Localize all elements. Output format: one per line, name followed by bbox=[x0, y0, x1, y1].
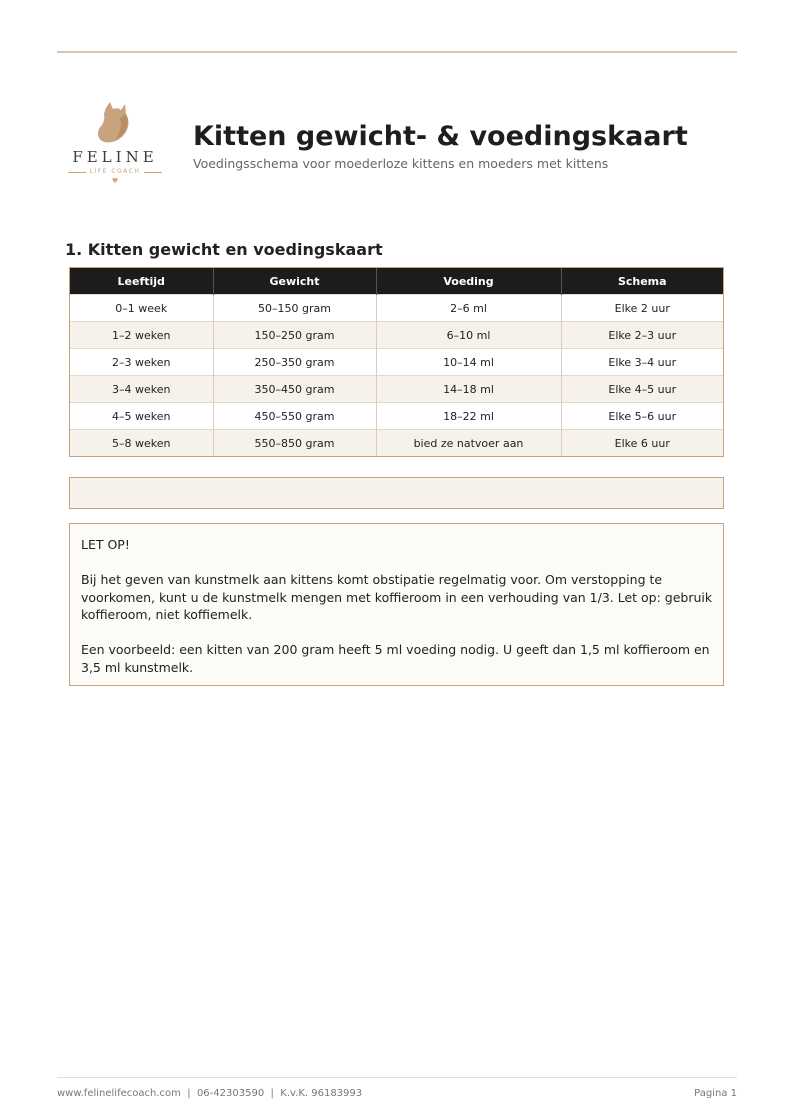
table-row bbox=[70, 349, 723, 376]
feeding-table bbox=[69, 267, 724, 457]
table-cell: 0–1 week bbox=[70, 295, 213, 322]
table-cell: 6–10 ml bbox=[376, 322, 561, 349]
logo-tagline-text: LIFE COACH bbox=[89, 168, 141, 175]
table-cell: Elke 4–5 uur bbox=[561, 376, 723, 403]
table-cell: 550–850 gram bbox=[213, 430, 376, 457]
table-row bbox=[70, 403, 723, 430]
heart-icon: ♥ bbox=[111, 177, 119, 185]
page-subtitle: Voedingsschema voor moederloze kittens en moeders met kittens bbox=[193, 156, 609, 171]
column-header-voeding: Voeding bbox=[376, 268, 561, 295]
top-divider bbox=[57, 51, 737, 53]
section-title: 1. Kitten gewicht en voedingskaart bbox=[65, 240, 383, 259]
table-cell: 250–350 gram bbox=[213, 349, 376, 376]
table-cell: 350–450 gram bbox=[213, 376, 376, 403]
table-cell: 150–250 gram bbox=[213, 322, 376, 349]
table-cell: Elke 5–6 uur bbox=[561, 403, 723, 430]
table-row bbox=[70, 430, 723, 457]
logo-tagline bbox=[68, 167, 162, 177]
table-cell: 50–150 gram bbox=[213, 295, 376, 322]
cat-icon bbox=[90, 100, 140, 148]
column-header-leeftijd: Leeftijd bbox=[70, 268, 213, 295]
table-cell: bied ze natvoer aan bbox=[376, 430, 561, 457]
table-cell: 450–550 gram bbox=[213, 403, 376, 430]
note-paragraph: Bij het geven van kunstmelk aan kittens komt obstipatie regelmatig voor. Om verstopping te voorkomen, kunt u de kunstmelk mengen met koffieroom in een verhouding van 1/3. Let op: gebruik koffieroom, niet koffiemelk. bbox=[81, 572, 713, 622]
table-cell: 14–18 ml bbox=[376, 376, 561, 403]
page-number: Pagina 1 bbox=[694, 1088, 737, 1099]
column-header-schema: Schema bbox=[561, 268, 723, 295]
table-row bbox=[70, 376, 723, 403]
logo-line-right bbox=[144, 172, 162, 173]
footer-contact: www.felinelifecoach.com | 06-42303590 | K.v.K. 96183993 bbox=[57, 1088, 363, 1099]
column-header-gewicht: Gewicht bbox=[213, 268, 376, 295]
table-cell: 10–14 ml bbox=[376, 349, 561, 376]
footer-divider bbox=[57, 1077, 737, 1078]
table-cell: 2–6 ml bbox=[376, 295, 561, 322]
table-cell: Elke 2 uur bbox=[561, 295, 723, 322]
table-cell: 18–22 ml bbox=[376, 403, 561, 430]
table-cell: 2–3 weken bbox=[70, 349, 213, 376]
note-heading: LET OP! bbox=[81, 537, 130, 552]
table-row bbox=[70, 295, 723, 322]
page-title: Kitten gewicht- & voedingskaart bbox=[193, 121, 688, 152]
table-cell: Elke 2–3 uur bbox=[561, 322, 723, 349]
feline-logo bbox=[62, 100, 168, 188]
table-cell: 5–8 weken bbox=[70, 430, 213, 457]
table-header-row bbox=[70, 268, 723, 295]
table-row bbox=[70, 322, 723, 349]
logo-wordmark: FELINE bbox=[72, 148, 158, 166]
table-cell: Elke 3–4 uur bbox=[561, 349, 723, 376]
warning-note bbox=[69, 523, 724, 686]
table-cell: 4–5 weken bbox=[70, 403, 213, 430]
note-paragraph: Een voorbeeld: een kitten van 200 gram heeft 5 ml voeding nodig. U geeft dan 1,5 ml koffieroom en 3,5 ml kunstmelk. bbox=[81, 642, 710, 675]
empty-panel bbox=[69, 477, 724, 509]
table-cell: 1–2 weken bbox=[70, 322, 213, 349]
table-cell: 3–4 weken bbox=[70, 376, 213, 403]
table-cell: Elke 6 uur bbox=[561, 430, 723, 457]
